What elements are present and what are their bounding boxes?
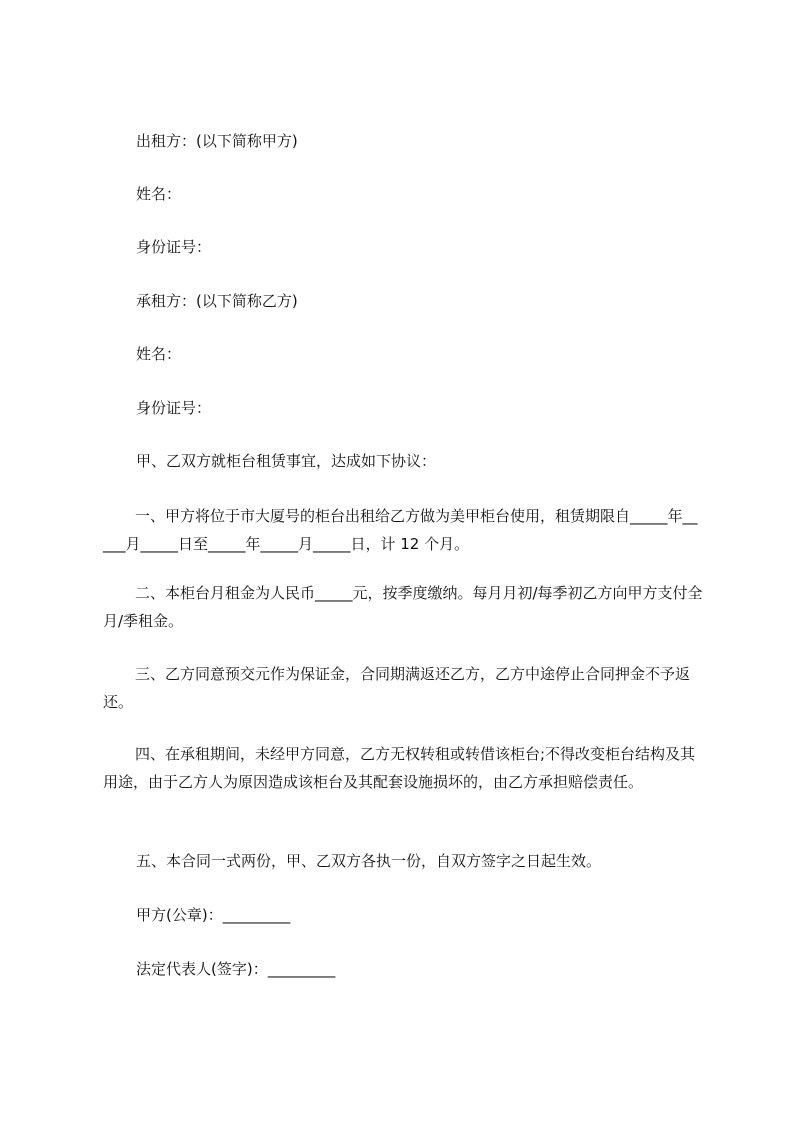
clause-1: 一、甲方将位于市大厦号的柜台出租给乙方做为美甲柜台使用，租赁期限自_____年_____月_____日至_____年_____月_____日，计 12 个月。 [103, 507, 698, 553]
clause-3: 三、乙方同意预交元作为保证金，合同期满返还乙方，乙方中途停止合同押金不予返还。 [103, 665, 691, 711]
lessee-id-line: 身份证号： [136, 399, 212, 417]
lessor-name-line: 姓名： [136, 185, 182, 203]
clause-5: 五、本合同一式两份，甲、乙双方各执一份，自双方签字之日起生效。 [136, 852, 602, 870]
party-a-seal-line: 甲方(公章)：_________ [136, 906, 291, 924]
legal-rep-signature-line: 法定代表人(签字)：_________ [136, 960, 336, 978]
lessor-id-line: 身份证号： [136, 238, 212, 256]
lessee-name-line: 姓名： [136, 345, 182, 363]
agreement-intro: 甲、乙双方就柜台租赁事宜，达成如下协议： [136, 452, 437, 470]
lessor-line: 出租方：(以下简称甲方) [136, 132, 298, 150]
clause-2: 二、本柜台月租金为人民币_____元，按季度缴纳。每月月初/每季初乙方向甲方支付全月/季租金。 [103, 584, 703, 630]
lessee-line: 承租方：(以下简称乙方) [136, 292, 298, 310]
clause-4: 四、在承租期间，未经甲方同意，乙方无权转租或转借该柜台;不得改变柜台结构及其用途，由于乙方人为原因造成该柜台及其配套设施损坏的，由乙方承担赔偿责任。 [103, 745, 696, 791]
